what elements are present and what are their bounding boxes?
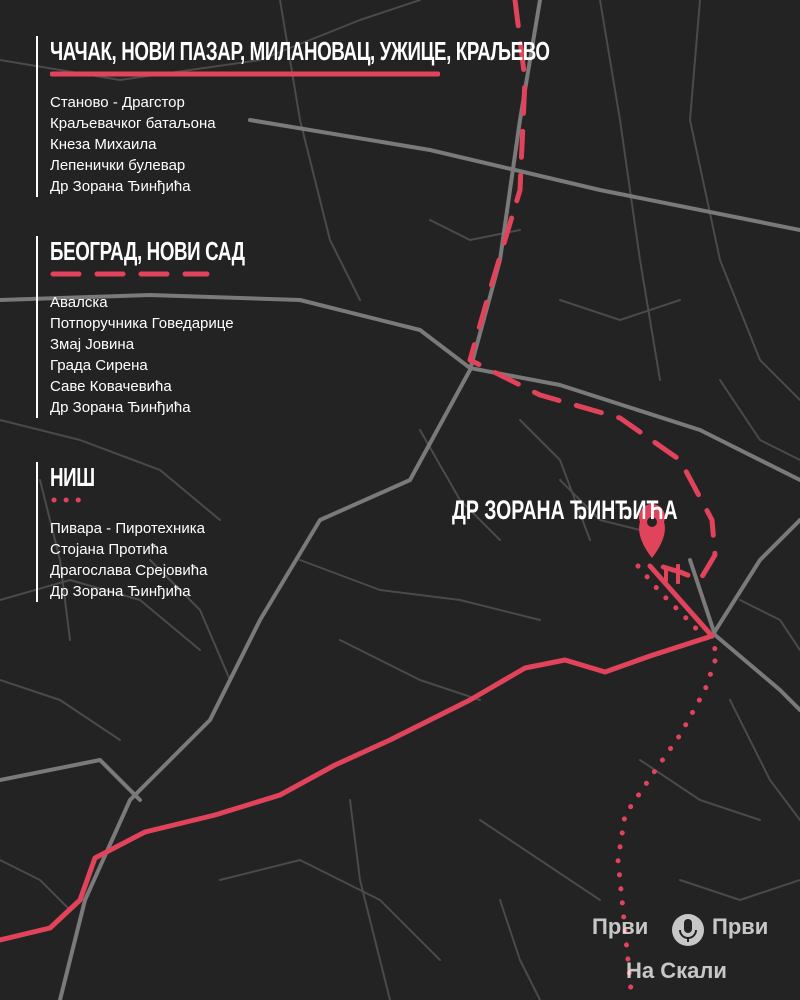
road [560,300,680,320]
legend-group-chachak [36,36,744,197]
watermark-word-right: Први [712,914,769,939]
stop-tick-2 [676,564,680,584]
road [712,520,800,636]
stop-item: Др Зорана Ђинђића [50,178,191,195]
stop-item: Пивара - Пиротехника [50,520,205,537]
stop-item: Драгослава Срејовића [50,562,208,579]
stop-item: Лепенички булевар [50,157,186,174]
stop-tick-1 [664,568,668,582]
stop-item: Змај Јовина [50,336,135,353]
dashed-line-icon [50,70,440,78]
road [300,560,540,620]
route-solid-line [0,636,712,940]
road [680,880,800,900]
stop-item: Станово - Драгстор [50,94,185,111]
stop-list [50,518,207,602]
stop-item: Саве Ковачевића [50,378,172,395]
microphone-icon [670,912,706,948]
stop-item: Града Сирена [50,357,148,374]
road [640,760,760,820]
stop-list [50,92,744,197]
road [0,760,140,800]
stop-item: Кнеза Михаила [50,136,157,153]
stop-list [50,292,320,418]
stop-item: Потпоручника Говедарице [50,315,234,332]
destination-label: ДР ЗОРАНА ЂИНЂИЋА [452,495,678,525]
road [740,600,800,650]
road [0,860,70,910]
road [350,800,390,1000]
watermark-word-bottom: На Скали [626,958,727,983]
watermark-word-left: Први [592,914,649,939]
dashed-line-icon [50,270,210,278]
legend-group-nish [36,462,207,602]
road [220,860,440,960]
dotted-line-icon [50,496,90,504]
stop-item: Стојана Протића [50,541,168,558]
legend-title: ЧАЧАК, НОВИ ПАЗАР, МИЛАНОВАЦ, УЖИЦЕ, КРАЉЕВО [50,36,550,66]
road [340,640,480,700]
road [0,680,120,740]
stop-item: Авалска [50,294,108,311]
stop-item: Др Зорана Ђинђића [50,399,191,416]
road [480,820,600,900]
legend-title: НИШ [50,462,95,492]
legend-group-beograd [36,236,320,418]
road [500,900,540,1000]
legend-title: БЕОГРАД, НОВИ САД [50,236,245,266]
stop-item: Др Зорана Ђинђића [50,583,191,600]
watermark-logo [592,912,792,992]
road [730,700,800,820]
stop-item: Краљевачког батаљона [50,115,216,132]
